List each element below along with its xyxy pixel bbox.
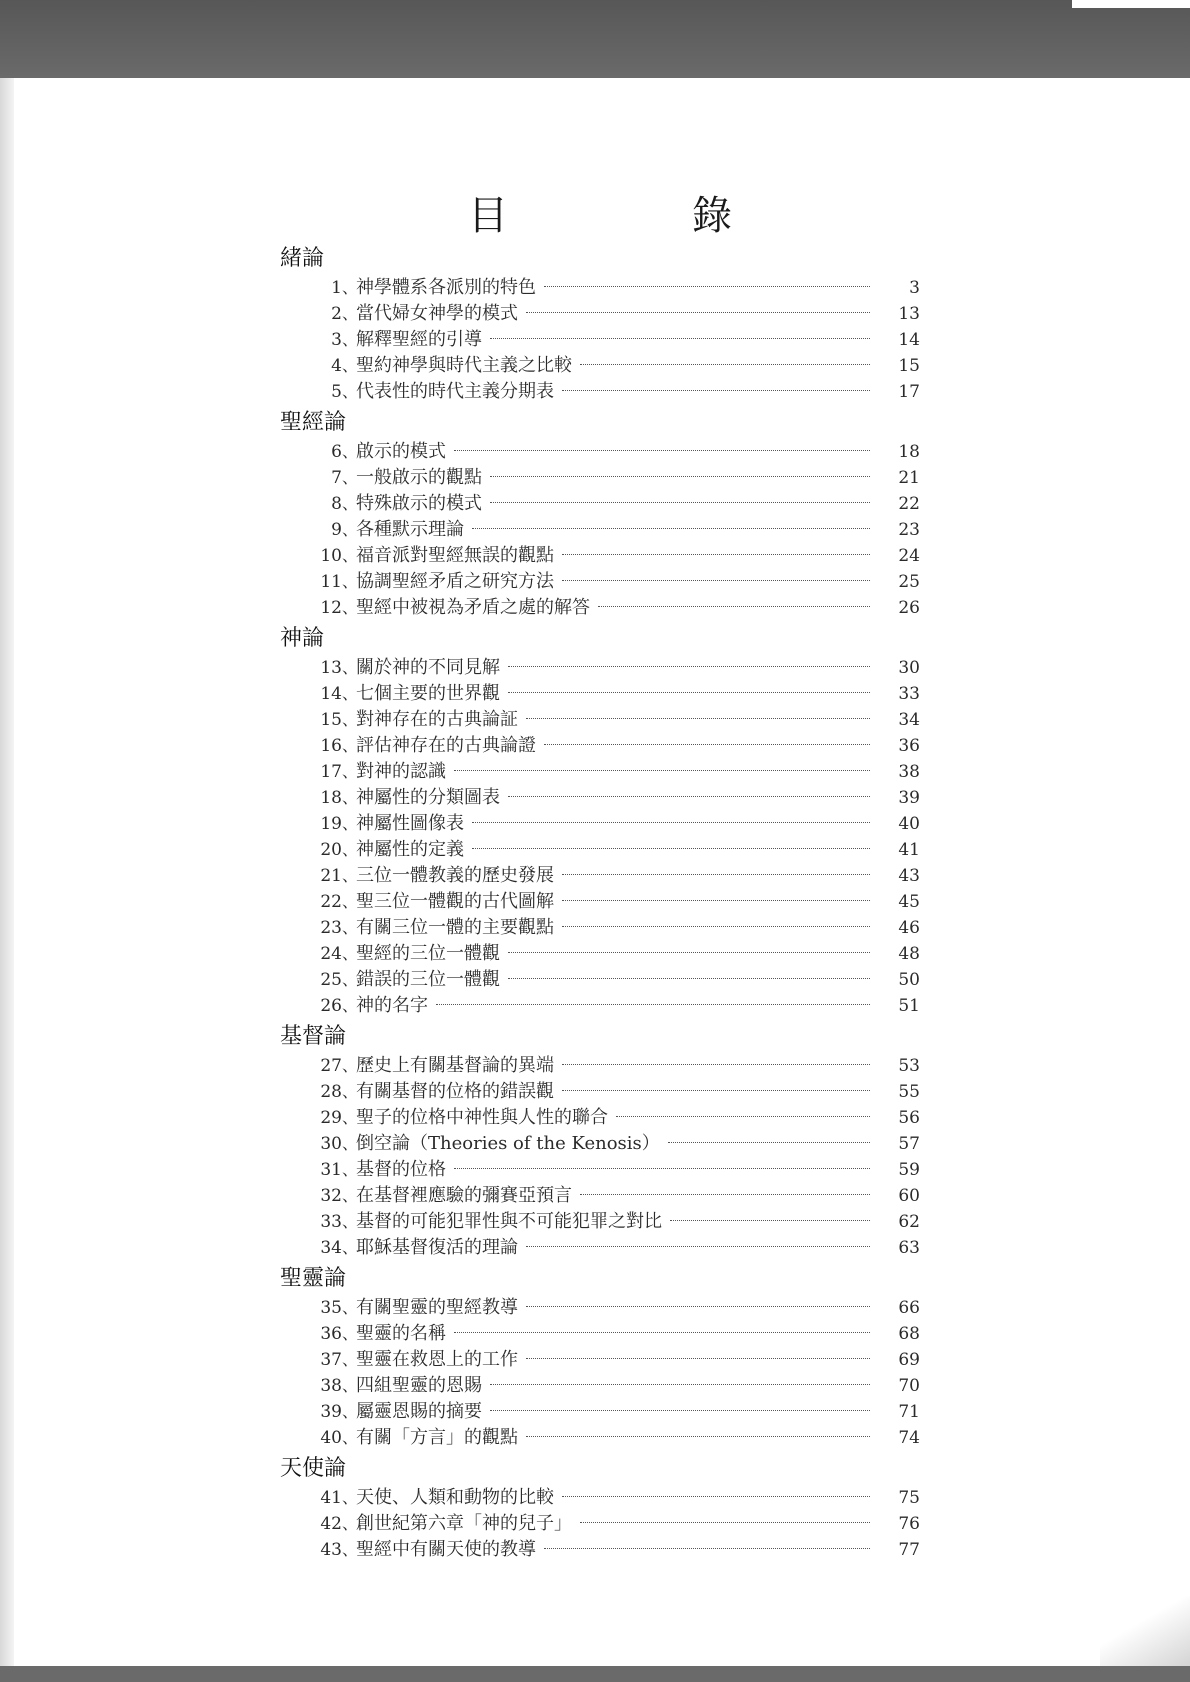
toc-entry	[280, 759, 920, 785]
entry-title: 對神的認識	[356, 761, 446, 782]
dot-leader	[490, 1384, 870, 1385]
toc-entry	[280, 785, 920, 811]
entry-page-number: 74	[898, 1428, 920, 1448]
section-heading: 基督論	[280, 1024, 347, 1049]
entry-title: 聖三位一體觀的古代圖解	[356, 891, 554, 912]
dot-leader	[526, 1358, 870, 1359]
entry-number: 42	[320, 1514, 342, 1534]
entry-separator: 、	[342, 1324, 359, 1343]
dot-leader	[490, 338, 870, 339]
entry-number: 27	[320, 1056, 342, 1076]
toc-entry	[280, 707, 920, 733]
entry-title: 三位一體教義的歷史發展	[356, 865, 554, 886]
entry-number: 5	[331, 382, 342, 402]
entry-title: 倒空論（Theories of the Kenosis）	[356, 1133, 660, 1154]
toc-entry	[280, 1537, 920, 1563]
dot-leader	[508, 796, 870, 797]
toc-entry	[280, 1131, 920, 1157]
entry-separator: 、	[342, 304, 359, 323]
toc-entry	[280, 655, 920, 681]
entry-title: 神屬性的分類圖表	[356, 787, 500, 808]
entry-number: 18	[320, 788, 342, 808]
entry-separator: 、	[342, 996, 359, 1015]
entry-number: 16	[320, 736, 342, 756]
entry-title: 評估神存在的古典論證	[356, 735, 536, 756]
entry-page-number: 14	[898, 330, 920, 350]
entry-separator: 、	[342, 684, 359, 703]
entry-number: 25	[320, 970, 342, 990]
toc-entry	[280, 1235, 920, 1261]
entry-title: 聖靈在救恩上的工作	[356, 1349, 518, 1370]
dot-leader	[562, 1496, 870, 1497]
dot-leader	[668, 1142, 870, 1143]
toc-entry	[280, 491, 920, 517]
entry-title: 歷史上有關基督論的異端	[356, 1055, 554, 1076]
entry-page-number: 45	[898, 892, 920, 912]
toc-entry	[280, 1157, 920, 1183]
entry-title: 四組聖靈的恩賜	[356, 1375, 482, 1396]
entry-separator: 、	[342, 970, 359, 989]
entry-page-number: 38	[898, 762, 920, 782]
entry-title: 創世紀第六章「神的兒子」	[356, 1513, 572, 1534]
dot-leader	[526, 1246, 870, 1247]
dot-leader	[508, 978, 870, 979]
entry-separator: 、	[342, 814, 359, 833]
entry-separator: 、	[342, 572, 359, 591]
entry-number: 2	[331, 304, 342, 324]
entry-separator: 、	[342, 546, 359, 565]
dot-leader	[508, 692, 870, 693]
entry-separator: 、	[342, 788, 359, 807]
section-heading: 聖靈論	[280, 1266, 347, 1291]
entry-title: 有關聖靈的聖經教導	[356, 1297, 518, 1318]
toc-entry	[280, 379, 920, 405]
dot-leader	[562, 554, 870, 555]
entry-page-number: 39	[898, 788, 920, 808]
toc-entry	[280, 439, 920, 465]
entry-number: 26	[320, 996, 342, 1016]
entry-page-number: 76	[898, 1514, 920, 1534]
toc-entry	[280, 837, 920, 863]
dot-leader	[454, 1332, 870, 1333]
dot-leader	[454, 770, 870, 771]
entry-number: 19	[320, 814, 342, 834]
entry-page-number: 36	[898, 736, 920, 756]
entry-number: 7	[331, 468, 342, 488]
toc-entry	[280, 1053, 920, 1079]
entry-page-number: 21	[898, 468, 920, 488]
dot-leader	[436, 1004, 870, 1005]
dot-leader	[580, 1194, 870, 1195]
entry-page-number: 30	[898, 658, 920, 678]
entry-title: 基督的位格	[356, 1159, 446, 1180]
entry-number: 32	[320, 1186, 342, 1206]
dot-leader	[580, 1522, 870, 1523]
toc-entry	[280, 733, 920, 759]
entry-title: 屬靈恩賜的摘要	[356, 1401, 482, 1422]
toc-entry	[280, 1347, 920, 1373]
entry-separator: 、	[342, 944, 359, 963]
toc-entry	[280, 465, 920, 491]
dot-leader	[454, 1168, 870, 1169]
toc-entry	[280, 1373, 920, 1399]
entry-title: 神學體系各派別的特色	[356, 277, 536, 298]
dot-leader	[598, 606, 870, 607]
entry-number: 41	[320, 1488, 342, 1508]
entry-number: 14	[320, 684, 342, 704]
entry-number: 15	[320, 710, 342, 730]
entry-separator: 、	[342, 442, 359, 461]
entry-separator: 、	[342, 1540, 359, 1559]
dot-leader	[562, 580, 870, 581]
toc-entry	[280, 275, 920, 301]
entry-page-number: 13	[898, 304, 920, 324]
entry-separator: 、	[342, 598, 359, 617]
entry-page-number: 68	[898, 1324, 920, 1344]
entry-title: 有關「方言」的觀點	[356, 1427, 518, 1448]
entry-page-number: 59	[898, 1160, 920, 1180]
entry-number: 3	[331, 330, 342, 350]
dot-leader	[526, 1436, 870, 1437]
entry-page-number: 75	[898, 1488, 920, 1508]
entry-title: 天使、人類和動物的比較	[356, 1487, 554, 1508]
toc-entry	[280, 595, 920, 621]
toc-entry	[280, 889, 920, 915]
entry-title: 特殊啟示的模式	[356, 493, 482, 514]
dot-leader	[508, 666, 870, 667]
entry-page-number: 43	[898, 866, 920, 886]
entry-number: 36	[320, 1324, 342, 1344]
entry-title: 福音派對聖經無誤的觀點	[356, 545, 554, 566]
entry-title: 神屬性的定義	[356, 839, 464, 860]
entry-title: 神屬性圖像表	[356, 813, 464, 834]
scan-bottom-border	[0, 1666, 1190, 1682]
entry-number: 13	[320, 658, 342, 678]
entry-number: 4	[331, 356, 342, 376]
entry-number: 34	[320, 1238, 342, 1258]
scan-top-gap	[1072, 0, 1190, 8]
entry-separator: 、	[342, 520, 359, 539]
toc-entry	[280, 543, 920, 569]
entry-separator: 、	[342, 356, 359, 375]
toc-entry	[280, 1399, 920, 1425]
entry-title: 聖靈的名稱	[356, 1323, 446, 1344]
dot-leader	[580, 364, 870, 365]
entry-separator: 、	[342, 330, 359, 349]
dot-leader	[526, 1306, 870, 1307]
entry-page-number: 53	[898, 1056, 920, 1076]
entry-separator: 、	[342, 1376, 359, 1395]
entry-number: 12	[320, 598, 342, 618]
entry-number: 40	[320, 1428, 342, 1448]
dot-leader	[526, 718, 870, 719]
entry-number: 24	[320, 944, 342, 964]
entry-number: 22	[320, 892, 342, 912]
entry-page-number: 26	[898, 598, 920, 618]
dot-leader	[562, 926, 870, 927]
section-heading: 緒論	[280, 246, 325, 271]
dot-leader	[472, 822, 870, 823]
entry-page-number: 57	[898, 1134, 920, 1154]
entry-number: 38	[320, 1376, 342, 1396]
entry-number: 33	[320, 1212, 342, 1232]
entry-separator: 、	[342, 1186, 359, 1205]
toc-entry	[280, 1321, 920, 1347]
entry-separator: 、	[342, 1056, 359, 1075]
entry-title: 七個主要的世界觀	[356, 683, 500, 704]
entry-separator: 、	[342, 1402, 359, 1421]
entry-page-number: 66	[898, 1298, 920, 1318]
dot-leader	[562, 1090, 870, 1091]
entry-page-number: 62	[898, 1212, 920, 1232]
toc-sections	[280, 244, 920, 1563]
toc-entry	[280, 1511, 920, 1537]
dot-leader	[562, 874, 870, 875]
section-heading: 天使論	[280, 1456, 347, 1481]
entry-title: 各種默示理論	[356, 519, 464, 540]
toc-entry	[280, 811, 920, 837]
toc-entry	[280, 517, 920, 543]
toc-entry	[280, 1209, 920, 1235]
entry-separator: 、	[342, 762, 359, 781]
entry-separator: 、	[342, 892, 359, 911]
entry-page-number: 51	[898, 996, 920, 1016]
dot-leader	[490, 502, 870, 503]
entry-title: 神的名字	[356, 995, 428, 1016]
entry-separator: 、	[342, 1514, 359, 1533]
section-heading: 神論	[280, 626, 325, 651]
entry-separator: 、	[342, 710, 359, 729]
entry-page-number: 63	[898, 1238, 920, 1258]
entry-title: 關於神的不同見解	[356, 657, 500, 678]
entry-page-number: 55	[898, 1082, 920, 1102]
dot-leader	[562, 390, 870, 391]
entry-page-number: 70	[898, 1376, 920, 1396]
toc-entry	[280, 1105, 920, 1131]
entry-page-number: 56	[898, 1108, 920, 1128]
dot-leader	[472, 528, 870, 529]
toc-entry	[280, 1079, 920, 1105]
entry-title: 聖約神學與時代主義之比較	[356, 355, 572, 376]
entry-title: 協調聖經矛盾之研究方法	[356, 571, 554, 592]
entry-page-number: 24	[898, 546, 920, 566]
entry-number: 20	[320, 840, 342, 860]
entry-title: 啟示的模式	[356, 441, 446, 462]
entry-number: 43	[320, 1540, 342, 1560]
entry-title: 聖經中被視為矛盾之處的解答	[356, 597, 590, 618]
dot-leader	[454, 450, 870, 451]
entry-page-number: 48	[898, 944, 920, 964]
page-curl	[1100, 1596, 1190, 1666]
entry-page-number: 17	[898, 382, 920, 402]
page-title: 目 錄	[468, 193, 804, 239]
toc-entry	[280, 1183, 920, 1209]
dot-leader	[544, 1548, 870, 1549]
entry-page-number: 22	[898, 494, 920, 514]
entry-page-number: 71	[898, 1402, 920, 1422]
entry-page-number: 69	[898, 1350, 920, 1370]
toc-entry	[280, 681, 920, 707]
entry-number: 21	[320, 866, 342, 886]
toc-entry	[280, 941, 920, 967]
entry-number: 35	[320, 1298, 342, 1318]
dot-leader	[490, 1410, 870, 1411]
entry-separator: 、	[342, 1238, 359, 1257]
entry-separator: 、	[342, 658, 359, 677]
dot-leader	[544, 744, 870, 745]
entry-page-number: 15	[898, 356, 920, 376]
entry-title: 在基督裡應驗的彌賽亞預言	[356, 1185, 572, 1206]
entry-separator: 、	[342, 494, 359, 513]
entry-number: 1	[331, 278, 342, 298]
entry-number: 17	[320, 762, 342, 782]
toc-entry	[280, 863, 920, 889]
toc-entry	[280, 301, 920, 327]
entry-separator: 、	[342, 382, 359, 401]
entry-page-number: 34	[898, 710, 920, 730]
dot-leader	[472, 848, 870, 849]
entry-number: 30	[320, 1134, 342, 1154]
entry-title: 有關三位一體的主要觀點	[356, 917, 554, 938]
entry-number: 11	[320, 572, 342, 592]
entry-title: 解釋聖經的引導	[356, 329, 482, 350]
entry-number: 31	[320, 1160, 342, 1180]
entry-title: 聖經的三位一體觀	[356, 943, 500, 964]
entry-page-number: 46	[898, 918, 920, 938]
entry-separator: 、	[342, 1350, 359, 1369]
toc-entry	[280, 569, 920, 595]
entry-separator: 、	[342, 866, 359, 885]
entry-number: 28	[320, 1082, 342, 1102]
section-heading: 聖經論	[280, 410, 347, 435]
entry-separator: 、	[342, 736, 359, 755]
entry-page-number: 41	[898, 840, 920, 860]
entry-page-number: 25	[898, 572, 920, 592]
scan-top-border	[0, 0, 1190, 78]
entry-title: 耶穌基督復活的理論	[356, 1237, 518, 1258]
entry-page-number: 33	[898, 684, 920, 704]
entry-title: 一般啟示的觀點	[356, 467, 482, 488]
entry-title: 當代婦女神學的模式	[356, 303, 518, 324]
entry-separator: 、	[342, 1298, 359, 1317]
entry-title: 錯誤的三位一體觀	[356, 969, 500, 990]
toc-entry	[280, 353, 920, 379]
dot-leader	[490, 476, 870, 477]
entry-number: 8	[331, 494, 342, 514]
entry-number: 29	[320, 1108, 342, 1128]
toc-entry	[280, 993, 920, 1019]
toc-entry	[280, 327, 920, 353]
dot-leader	[562, 1064, 870, 1065]
entry-separator: 、	[342, 1134, 359, 1153]
entry-page-number: 18	[898, 442, 920, 462]
entry-page-number: 23	[898, 520, 920, 540]
entry-page-number: 60	[898, 1186, 920, 1206]
entry-page-number: 40	[898, 814, 920, 834]
toc-entry	[280, 1485, 920, 1511]
entry-number: 9	[331, 520, 342, 540]
entry-title: 代表性的時代主義分期表	[356, 381, 554, 402]
entry-page-number: 3	[909, 278, 920, 298]
entry-separator: 、	[342, 1212, 359, 1231]
dot-leader	[526, 312, 870, 313]
entry-title: 對神存在的古典論証	[356, 709, 518, 730]
entry-title: 聖經中有關天使的教導	[356, 1539, 536, 1560]
toc-entry	[280, 1295, 920, 1321]
toc-entry	[280, 1425, 920, 1451]
dot-leader	[670, 1220, 870, 1221]
entry-separator: 、	[342, 1082, 359, 1101]
entry-number: 23	[320, 918, 342, 938]
scan-left-edge	[0, 78, 14, 1666]
entry-separator: 、	[342, 1108, 359, 1127]
entry-separator: 、	[342, 1488, 359, 1507]
entry-separator: 、	[342, 918, 359, 937]
table-of-contents	[280, 192, 920, 1563]
entry-separator: 、	[342, 468, 359, 487]
dot-leader	[508, 952, 870, 953]
entry-number: 39	[320, 1402, 342, 1422]
entry-separator: 、	[342, 1160, 359, 1179]
entry-page-number: 50	[898, 970, 920, 990]
entry-separator: 、	[342, 1428, 359, 1447]
entry-number: 10	[320, 546, 342, 566]
entry-title: 基督的可能犯罪性與不可能犯罪之對比	[356, 1211, 662, 1232]
entry-number: 37	[320, 1350, 342, 1370]
entry-separator: 、	[342, 840, 359, 859]
dot-leader	[562, 900, 870, 901]
entry-separator: 、	[342, 278, 359, 297]
entry-title: 有關基督的位格的錯誤觀	[356, 1081, 554, 1102]
dot-leader	[544, 286, 870, 287]
entry-number: 6	[331, 442, 342, 462]
entry-page-number: 77	[898, 1540, 920, 1560]
dot-leader	[616, 1116, 870, 1117]
toc-entry	[280, 967, 920, 993]
toc-entry	[280, 915, 920, 941]
entry-title: 聖子的位格中神性與人性的聯合	[356, 1107, 608, 1128]
